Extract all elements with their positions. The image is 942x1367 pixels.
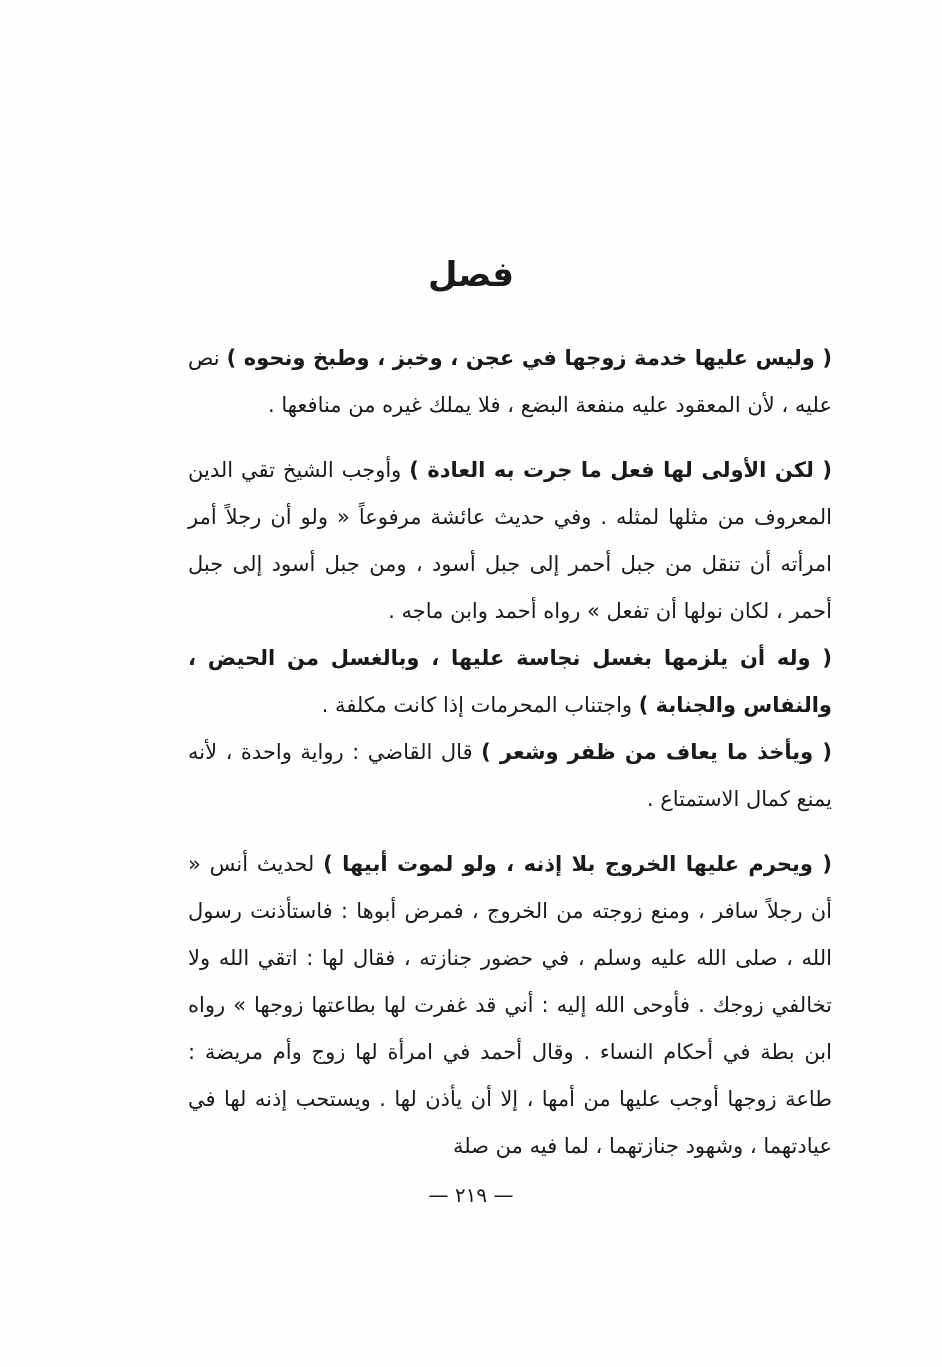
paragraph — [188, 729, 832, 823]
paragraph-bold-text: ( ويأخذ ما يعاف من ظفر وشعر ) — [481, 740, 832, 764]
paragraph-bold-text: ( ويحرم عليها الخروج بلا إذنه ، ولو لموت أبيها ) — [323, 852, 832, 876]
body-text — [188, 335, 832, 1170]
paragraph-bold-text: ( وله أن يلزمها بغسل نجاسة عليها ، وبالغسل من الحيض ، والنفاس والجنابة ) — [188, 646, 832, 717]
paragraph-text: وأوجب الشيخ تقي الدين المعروف من مثلها لمثله . وفي حديث عائشة مرفوعاً « ولو أن رجلاً أمر امرأته أن تنقل من جبل أحمر إلى جبل أسود ، ومن جبل أسود إلى جبل أحمر ، لكان نولها أن تفعل » رواه أحمد وابن ماجه . — [188, 458, 832, 623]
paragraph-text: لحديث أنس « أن رجلاً سافر ، ومنع زوجته من الخروج ، فمرض أبوها : فاستأذنت رسول الله ، صلى الله عليه وسلم ، في حضور جنازته ، فقال لها : اتقي الله ولا تخالفي زوجك . فأوحى الله إليه : أني قد غفرت لها بطاعتها زوجها » رواه ابن بطة في أحكام النساء . وقال أحمد في امرأة لها زوج وأم مريضة : طاعة زوجها أوجب عليها من أمها ، إلا أن يأذن لها . ويستحب إذنه لها في عيادتهما ، وشهود جنازتهما ، لما فيه من صلة — [188, 852, 832, 1158]
page-title: فصل — [427, 255, 515, 295]
paragraph — [188, 447, 832, 635]
paragraph — [188, 635, 832, 729]
paragraph — [188, 841, 832, 1170]
page-number: — ٢١٩ — — [428, 1183, 514, 1207]
paragraph-text: واجتناب المحرمات إذا كانت مكلفة . — [321, 693, 639, 717]
paragraph — [188, 335, 832, 429]
paragraph-bold-text: ( لكن الأولى لها فعل ما جرت به العادة ) — [409, 458, 832, 482]
paragraph-bold-text: ( وليس عليها خدمة زوجها في عجن ، وخبز ، وطبخ ونحوه ) — [226, 346, 832, 370]
paragraph-text: نص عليه ، لأن المعقود عليه منفعة البضع ، فلا يملك غيره من منافعها . — [188, 346, 832, 417]
paragraph-text: قال القاضي : رواية واحدة ، لأنه يمنع كمال الاستمتاع . — [188, 740, 832, 811]
